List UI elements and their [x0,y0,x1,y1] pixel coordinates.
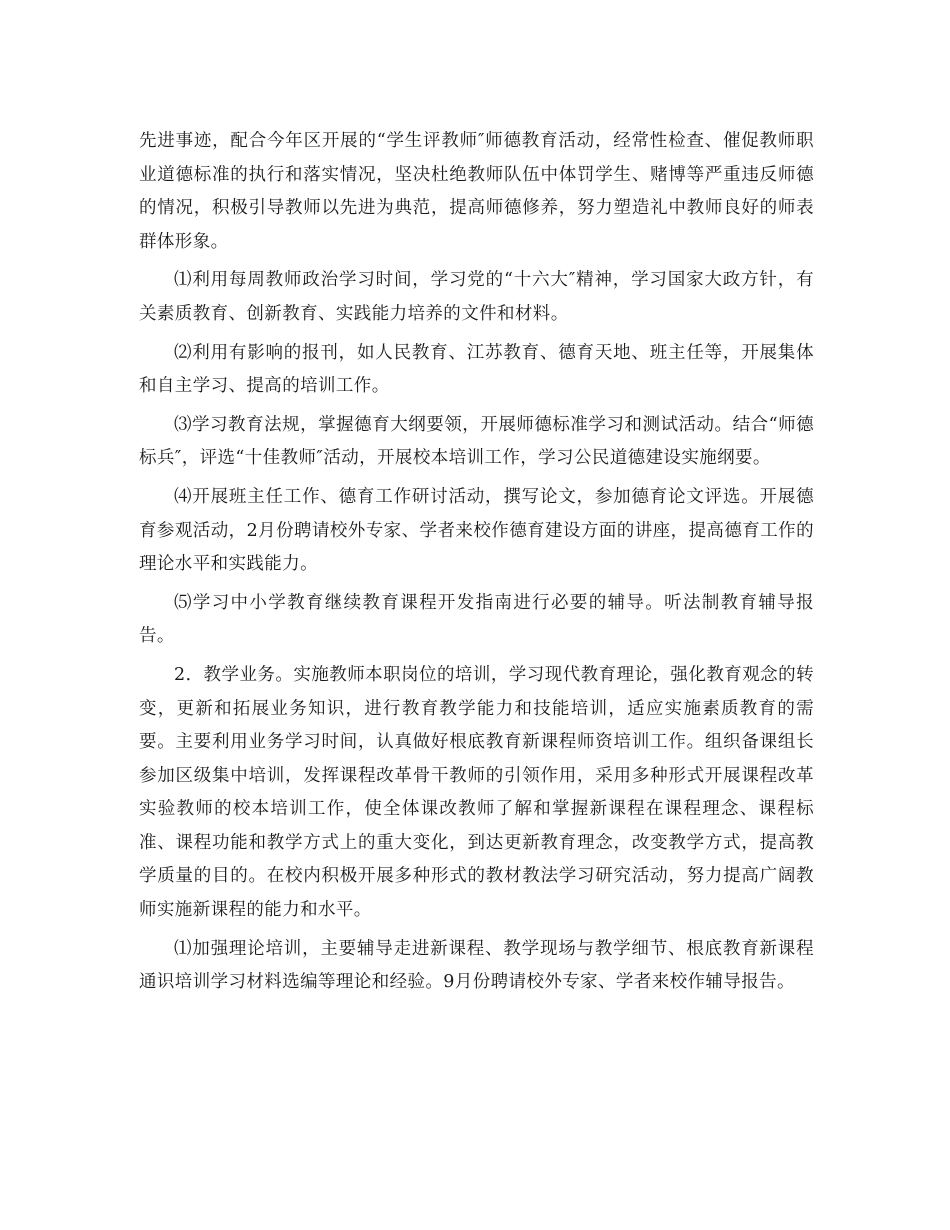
paragraph-8: ⑴加强理论培训，主要辅导走进新课程、教学现场与教学细节、根底教育新课程通识培训学习材料选编等理论和经验。9月份聘请校外专家、学者来校作辅导报告。 [139,938,814,993]
paragraph-4: ⑶学习教育法规，掌握德育大纲要领，开展师德标准学习和测试活动。结合“师德标兵″，评选“十佳教师″活动，开展校本培训工作，学习公民道德建设实施纲要。 [139,414,814,469]
paragraph-3: ⑵利用有影响的报刊，如人民教育、江苏教育、德育天地、班主任等，开展集体和自主学习、提高的培训工作。 [139,342,814,397]
paragraph-2: ⑴利用每周教师政治学习时间，学习党的“十六大″精神，学习国家大政方针，有关素质教育、创新教育、实践能力培养的文件和材料。 [139,270,814,324]
paragraph-6: ⑸学习中小学教育继续教育课程开发指南进行必要的辅导。听法制教育辅导报告。 [139,592,814,647]
paragraph-1: 先进事迹，配合今年区开展的“学生评教师″师德教育活动，经常性检查、催促教师职业道德标准的执行和落实情况，坚决杜绝教师队伍中体罚学生、赌博等严重违反师德的情况，积极引导教师以先进为典范，提高师德修养，努力塑造礼中教师良好的师表群体形象。 [139,131,814,252]
paragraph-5: ⑷开展班主任工作、德育工作研讨活动，撰写论文，参加德育论文评选。开展德育参观活动，2月份聘请校外专家、学者来校作德育建设方面的讲座，提高德育工作的理论水平和实践能力。 [139,486,814,575]
paragraph-7: 2．教学业务。实施教师本职岗位的培训，学习现代教育理论，强化教育观念的转变，更新和拓展业务知识，进行教育教学能力和技能培训，适应实施素质教育的需要。主要利用业务学习时间，认真做好根底教育新课程师资培训工作。组织备课组长参加区级集中培训，发挥课程改革骨干教师的引领作用，采用多种形式开展课程改革实验教师的校本培训工作，使全体课改教师了解和掌握新课程在课程理念、课程标准、课程功能和教学方式上的重大变化，到达更新教育理念，改变教学方式，提高教学质量的目的。在校内积极开展多种形式的教材教法学习研究活动，努力提高广阔教师实施新课程的能力和水平。 [139,664,814,921]
document-body [139,125,814,1005]
